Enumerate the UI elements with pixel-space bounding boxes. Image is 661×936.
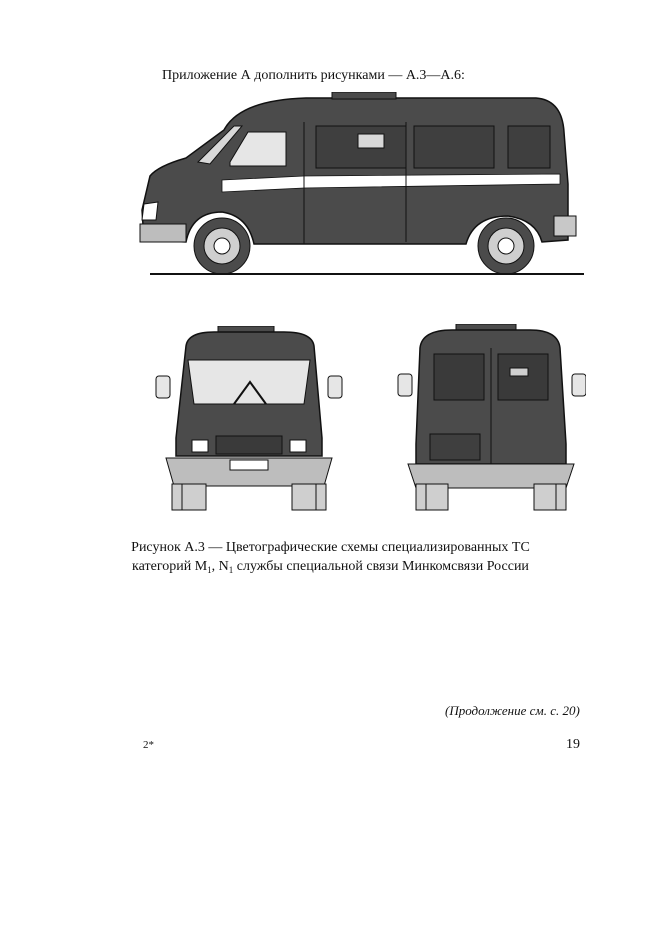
side-window-small bbox=[358, 134, 384, 148]
rear-window-right bbox=[498, 354, 548, 400]
mirror-left-rear bbox=[398, 374, 412, 396]
caption-line-1: Рисунок А.3 — Цветографические схемы специализированных ТС bbox=[131, 540, 530, 555]
side-panel-2 bbox=[414, 126, 494, 168]
rear-window-left bbox=[434, 354, 484, 400]
mirror-right-rear bbox=[572, 374, 586, 396]
intro-text: Приложение А дополнить рисунками — А.3—А.6: bbox=[162, 68, 465, 83]
mirror-right bbox=[328, 376, 342, 398]
side-panel-3 bbox=[508, 126, 550, 168]
mirror-left bbox=[156, 376, 170, 398]
figure-caption bbox=[0, 538, 661, 576]
caption-line-2: категорий $M_1$, $N_1$ службы специальной связи Минкомсвязи России bbox=[132, 559, 529, 575]
van-front-view bbox=[154, 326, 344, 512]
grille bbox=[216, 436, 282, 454]
van-side-view bbox=[136, 92, 586, 278]
front-bumper bbox=[140, 224, 186, 242]
van-rear-view bbox=[396, 324, 586, 512]
roof-vent bbox=[332, 92, 396, 99]
sheet-mark: 2* bbox=[143, 739, 154, 751]
headlight bbox=[142, 202, 158, 220]
rear-bumper bbox=[554, 216, 576, 236]
page-number: 19 bbox=[566, 737, 580, 752]
continuation-note: (Продолжение см. с. 20) bbox=[445, 703, 580, 718]
license-plate bbox=[230, 460, 268, 470]
